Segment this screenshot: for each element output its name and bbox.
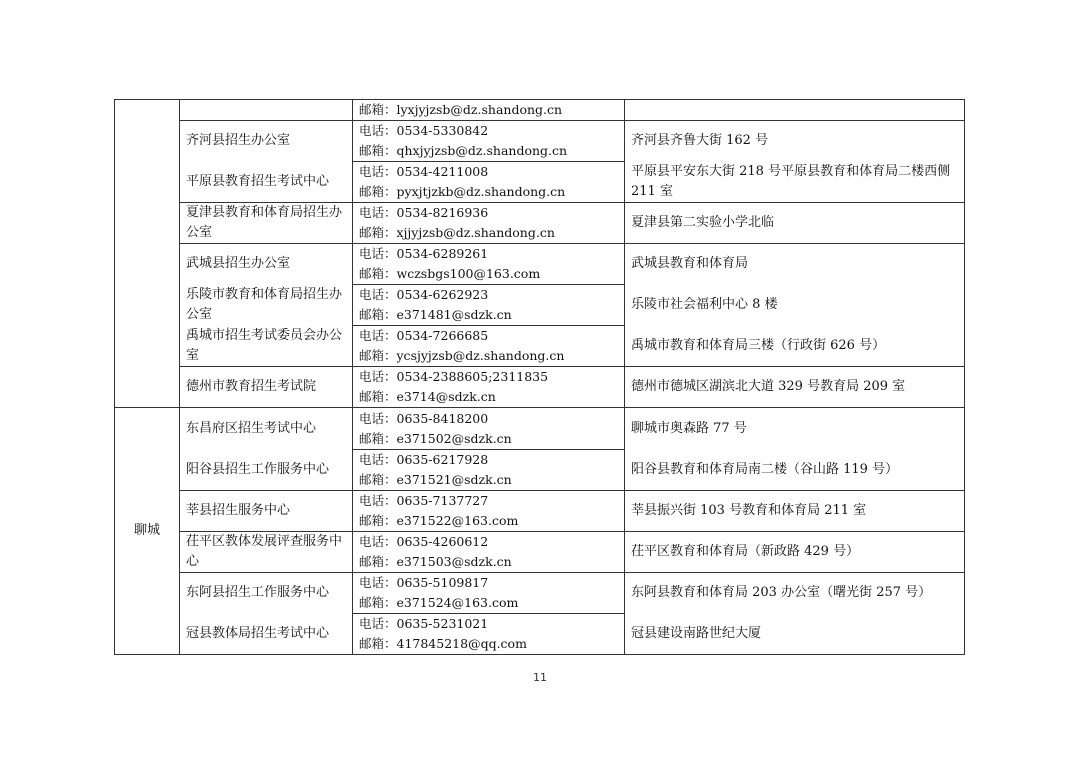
- address-cell: 武城县教育和体育局: [625, 244, 965, 285]
- contact-cell: [353, 162, 625, 203]
- city-cell-continued: [115, 100, 180, 408]
- org-cell: 夏津县教育和体育局招生办公室: [180, 203, 353, 244]
- org-cell: 莘县招生服务中心: [180, 491, 353, 532]
- org-cell: 乐陵市教育和体育局招生办公室: [180, 285, 353, 326]
- email-text: 邮箱：qhxjyjzsb@dz.shandong.cn: [359, 143, 568, 158]
- address-cell: 齐河县齐鲁大街 162 号: [625, 121, 965, 162]
- phone-text: 电话：0534-6289261: [359, 246, 489, 261]
- contact-cell: [353, 121, 625, 162]
- phone-text: 电话：0635-4260612: [359, 534, 489, 549]
- contact-cell: [353, 367, 625, 408]
- email-text: 邮箱：e371521@sdzk.cn: [359, 472, 512, 487]
- phone-text: 电话：0635-5231021: [359, 616, 489, 631]
- org-cell: 禹城市招生考试委员会办公室: [180, 326, 353, 367]
- contact-cell: [353, 450, 625, 491]
- email-text: 邮箱：e371481@sdzk.cn: [359, 307, 512, 322]
- phone-text: 电话：0635-6217928: [359, 452, 489, 467]
- org-cell: [180, 100, 353, 121]
- address-cell: 德州市德城区湖滨北大道 329 号教育局 209 室: [625, 367, 965, 408]
- address-cell: 乐陵市社会福利中心 8 楼: [625, 285, 965, 326]
- address-cell: 东阿县教育和体育局 203 办公室（曙光街 257 号）: [625, 573, 965, 614]
- org-cell: 阳谷县招生工作服务中心: [180, 450, 353, 491]
- address-cell: 禹城市教育和体育局三楼（行政街 626 号）: [625, 326, 965, 367]
- address-cell: [625, 100, 965, 121]
- phone-text: 电话：0534-7266685: [359, 328, 489, 343]
- contact-table: [114, 99, 965, 655]
- email-text: 邮箱：wczsbgs100@163.com: [359, 266, 541, 281]
- contact-cell: [353, 573, 625, 614]
- org-cell: 茌平区教体发展评查服务中心: [180, 532, 353, 573]
- contact-cell: [353, 614, 625, 655]
- contact-cell: [353, 244, 625, 285]
- org-cell: 东昌府区招生考试中心: [180, 408, 353, 450]
- email-text: 邮箱：e371524@163.com: [359, 595, 519, 610]
- email-text: 邮箱：ycsjyjzsb@dz.shandong.cn: [359, 348, 565, 363]
- email-text: 邮箱：417845218@qq.com: [359, 636, 527, 651]
- address-cell: 阳谷县教育和体育局南二楼（谷山路 119 号）: [625, 450, 965, 491]
- contact-cell: [353, 491, 625, 532]
- contact-cell: [353, 100, 625, 121]
- phone-text: 电话：0635-5109817: [359, 575, 489, 590]
- city-cell-liaocheng: 聊城: [115, 408, 180, 655]
- address-cell: 平原县平安东大街 218 号平原县教育和体育局二楼西侧 211 室: [625, 162, 965, 203]
- contact-cell: [353, 203, 625, 244]
- email-text: 邮箱：pyxjtjzkb@dz.shandong.cn: [359, 184, 566, 199]
- phone-text: 电话：0534-8216936: [359, 205, 489, 220]
- phone-text: 电话：0635-8418200: [359, 410, 489, 426]
- address-cell: 夏津县第二实验小学北临: [625, 203, 965, 244]
- contact-cell: [353, 532, 625, 573]
- email-text: 邮箱：lyxjyjzsb@dz.shandong.cn: [359, 102, 563, 117]
- contact-cell: [353, 285, 625, 326]
- org-cell: 冠县教体局招生考试中心: [180, 614, 353, 655]
- email-text: 邮箱：e3714@sdzk.cn: [359, 389, 496, 404]
- contact-cell: [353, 326, 625, 367]
- email-text: 邮箱：e371522@163.com: [359, 513, 519, 528]
- email-text: 邮箱：e371503@sdzk.cn: [359, 554, 512, 569]
- phone-text: 电话：0534-5330842: [359, 123, 489, 138]
- address-cell: 莘县振兴街 103 号教育和体育局 211 室: [625, 491, 965, 532]
- phone-text: 电话：0534-6262923: [359, 287, 489, 302]
- phone-text: 电话：0534-2388605;2311835: [359, 369, 549, 384]
- contact-cell: [353, 408, 625, 450]
- org-cell: 东阿县招生工作服务中心: [180, 573, 353, 614]
- address-cell: 聊城市奥森路 77 号: [625, 408, 965, 450]
- page-number: 11: [533, 671, 547, 684]
- phone-text: 电话：0534-4211008: [359, 164, 489, 179]
- org-cell: 德州市教育招生考试院: [180, 367, 353, 408]
- email-text: 邮箱：e371502@sdzk.cn: [359, 430, 512, 446]
- phone-text: 电话：0635-7137727: [359, 493, 489, 508]
- email-text: 邮箱：xjjyjzsb@dz.shandong.cn: [359, 225, 555, 240]
- org-cell: 平原县教育招生考试中心: [180, 162, 353, 203]
- org-cell: 武城县招生办公室: [180, 244, 353, 285]
- org-cell: 齐河县招生办公室: [180, 121, 353, 162]
- address-cell: 茌平区教育和体育局（新政路 429 号）: [625, 532, 965, 573]
- address-cell: 冠县建设南路世纪大厦: [625, 614, 965, 655]
